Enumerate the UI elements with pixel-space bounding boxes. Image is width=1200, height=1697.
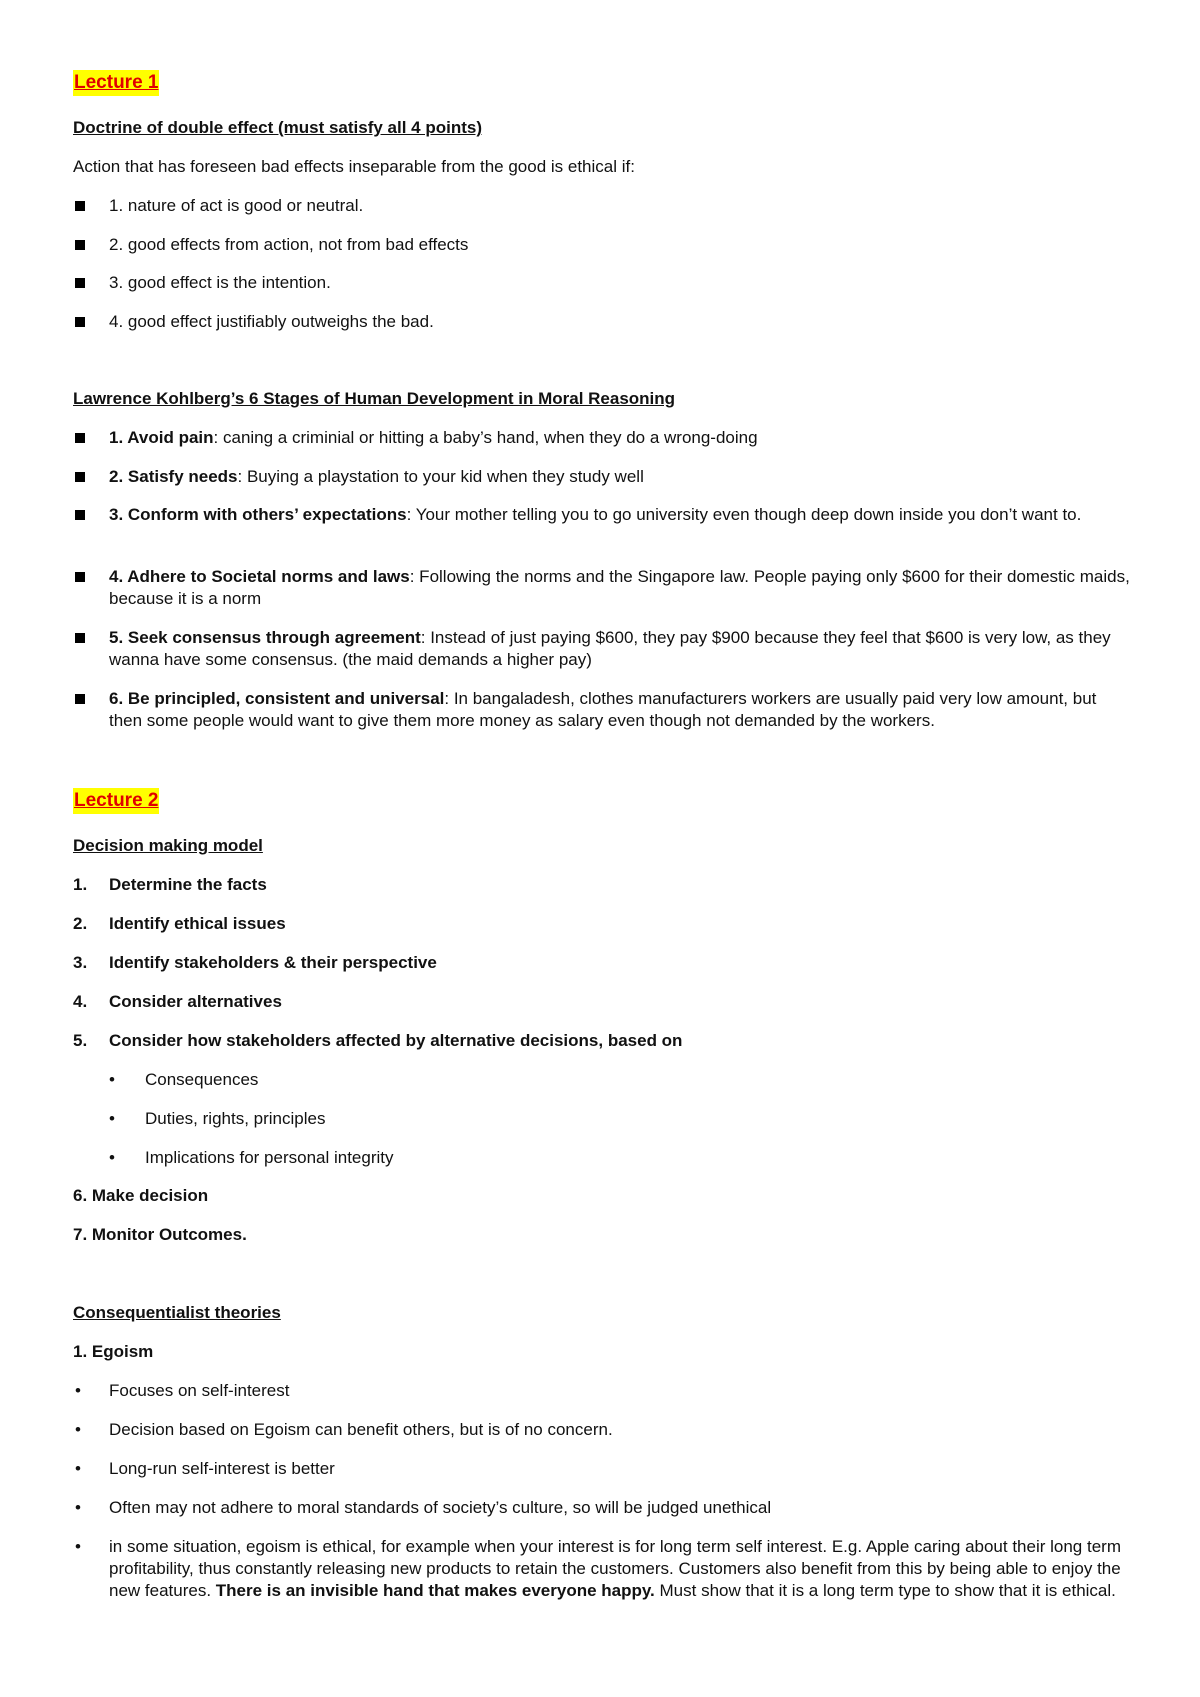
double-effect-item: 4. good effect justifiably outweighs the bad.: [73, 311, 1133, 333]
bullet-dot-icon: •: [109, 1109, 115, 1128]
kohlberg-stage: 1. Avoid pain: caning a criminial or hitting a baby’s hand, when they do a wrong-doing: [73, 427, 1133, 449]
decision-model-heading: Decision making model: [73, 836, 263, 855]
decision-step-7: 7. Monitor Outcomes.: [73, 1225, 247, 1244]
egoism-bullet: • Decision based on Egoism can benefit others, but is of no concern.: [75, 1420, 613, 1439]
square-bullet-icon: [75, 694, 85, 704]
double-effect-item: 1. nature of act is good or neutral.: [73, 195, 1133, 217]
sub-bullet-item: • Implications for personal integrity: [109, 1148, 394, 1167]
square-bullet-icon: [75, 278, 85, 288]
bullet-dot-icon: •: [75, 1537, 81, 1556]
double-effect-intro: Action that has foreseen bad effects inseparable from the good is ethical if:: [73, 157, 635, 176]
decision-step: 2. Identify ethical issues: [73, 914, 286, 933]
square-bullet-icon: [75, 472, 85, 482]
consequentialist-heading: Consequentialist theories: [73, 1303, 281, 1322]
bullet-dot-icon: •: [109, 1070, 115, 1089]
double-effect-heading: Doctrine of double effect (must satisfy all 4 points): [73, 118, 482, 137]
lecture-1-title: Lecture 1: [73, 70, 159, 96]
decision-step: 1. Determine the facts: [73, 875, 267, 894]
decision-step: 5. Consider how stakeholders affected by alternative decisions, based on: [73, 1031, 683, 1050]
egoism-bullet: • Focuses on self-interest: [75, 1381, 290, 1400]
egoism-bullet: • Long-run self-interest is better: [75, 1459, 335, 1478]
square-bullet-icon: [75, 633, 85, 643]
egoism-title: 1. Egoism: [73, 1342, 154, 1361]
square-bullet-icon: [75, 433, 85, 443]
square-bullet-icon: [75, 240, 85, 250]
kohlberg-stage: 3. Conform with others’ expectations: Your mother telling you to go university even though deep down inside you don’t want to.: [73, 504, 1133, 526]
kohlberg-stage: 2. Satisfy needs: Buying a playstation to your kid when they study well: [73, 466, 1133, 488]
kohlberg-stage: 5. Seek consensus through agreement: Instead of just paying $600, they pay $900 because they feel that $600 is very low, as they wanna have some consensus. (the maid demands a higher pay): [73, 627, 1133, 671]
egoism-bullet: • Often may not adhere to moral standards of society’s culture, so will be judged unethical: [75, 1498, 772, 1517]
decision-step-6: 6. Make decision: [73, 1186, 209, 1205]
double-effect-item: 3. good effect is the intention.: [73, 272, 1133, 294]
bullet-dot-icon: •: [75, 1498, 81, 1517]
square-bullet-icon: [75, 201, 85, 211]
kohlberg-heading: Lawrence Kohlberg’s 6 Stages of Human Development in Moral Reasoning: [73, 389, 676, 408]
decision-step: 3. Identify stakeholders & their perspective: [73, 953, 437, 972]
decision-step: 4. Consider alternatives: [73, 992, 282, 1011]
square-bullet-icon: [75, 510, 85, 520]
bullet-dot-icon: •: [75, 1381, 81, 1400]
kohlberg-stage: 6. Be principled, consistent and universal: In bangaladesh, clothes manufacturers workers are usually paid very low amount, but then some people would want to give them more money as salary even though not demanded by the workers.: [73, 688, 1133, 732]
kohlberg-stage: 4. Adhere to Societal norms and laws: Following the norms and the Singapore law. People paying only $600 for their domestic maids, because it is a norm: [73, 566, 1133, 610]
square-bullet-icon: [75, 317, 85, 327]
bullet-dot-icon: •: [109, 1148, 115, 1167]
egoism-bullet: • in some situation, egoism is ethical, for example when your interest is for long term self interest. E.g. Apple caring about their long term profitability, thus constantly releasing new products to retain the customers. Customers also benefit from this by being able to enjoy the new features. There is an invisible hand that makes everyone happy. Must show that it is a long term type to show that it is ethical.: [75, 1537, 1121, 1600]
bullet-dot-icon: •: [75, 1459, 81, 1478]
sub-bullet-item: • Duties, rights, principles: [109, 1109, 326, 1128]
double-effect-item: 2. good effects from action, not from bad effects: [73, 234, 1133, 256]
square-bullet-icon: [75, 572, 85, 582]
lecture-2-title: Lecture 2: [73, 788, 159, 814]
bullet-dot-icon: •: [75, 1420, 81, 1439]
sub-bullet-item: • Consequences: [109, 1070, 259, 1089]
